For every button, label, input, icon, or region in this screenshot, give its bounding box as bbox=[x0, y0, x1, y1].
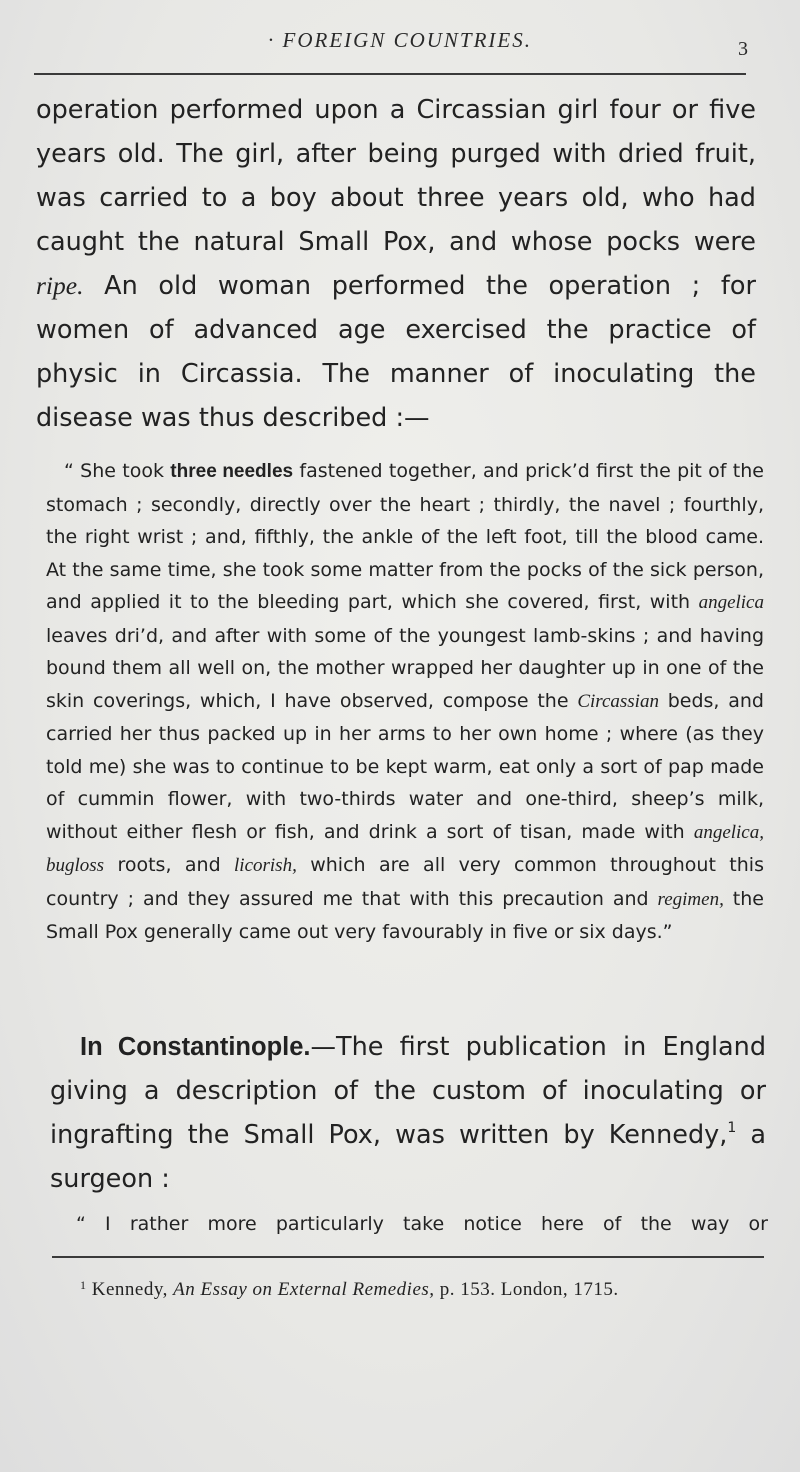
italic-regimen: regimen, bbox=[657, 888, 724, 910]
footnote-reference: 1 bbox=[727, 1120, 737, 1136]
section-title: In Constantinople. bbox=[80, 1033, 311, 1061]
quote-text: leaves dri’d, and after with some of the youngest lamb-skins ; and having bound them all well on, the mother wrapped her daughter up in one of the skin coverings, which, I have observed, compose the bbox=[46, 624, 764, 712]
quote-text: which are all very common throughout this country ; and they assured me that with this precaution and bbox=[46, 854, 764, 910]
section-constantinople bbox=[50, 1025, 766, 1201]
italic-ripe: ripe. bbox=[36, 271, 84, 300]
italic-licorish: licorish, bbox=[234, 855, 297, 876]
block-quote-circassian bbox=[46, 455, 764, 949]
header-rule bbox=[34, 73, 746, 75]
quote-text: “ She took bbox=[64, 460, 171, 482]
block-quote-kennedy: “ I rather more particularly take notice here of the way or bbox=[76, 1213, 768, 1235]
running-head-title: · FOREIGN COUNTRIES. bbox=[268, 28, 532, 52]
quote-text: fastened together, and prick’d first the pit of the stomach ; secondly, directly over the heart ; thirdly, the navel ; fourthly, the right wrist ; and, fifthly, the ankle of the left foot, till the blood came. At the same time, she took some matter from the pocks of the sick person, and applied it to the bleeding part, which she covered, first, with bbox=[46, 460, 764, 613]
paragraph-text: operation performed upon a Circassian girl four or five years old. The girl, after being purged with dried fruit, was carried to a boy about three years old, who had caught the natural Small Pox, and whose pocks were bbox=[36, 95, 756, 257]
page-number: 3 bbox=[738, 38, 748, 60]
footnote bbox=[80, 1275, 770, 1305]
section-text: —The first publication in England giving a description of the custom of inoculating or ingrafting the Small Pox, was written by Kennedy, bbox=[50, 1032, 767, 1150]
section-text: a surgeon : bbox=[50, 1120, 767, 1194]
quote-text: the Small Pox generally came out very favourably in five or six days.” bbox=[46, 887, 764, 943]
quote-text: beds, and carried her thus packed up in her arms to her own home ; where (as they told me) she was to continue to be kept warm, eat only a sort of pap made of cummin flower, with two-thirds water and one-third, sheep’s milk, without either flesh or fish, and drink a sort of tisan, made with bbox=[46, 689, 764, 843]
bold-three-needles: three needles bbox=[170, 461, 294, 482]
footnote-text: p. 153. London, 1715. bbox=[434, 1279, 619, 1300]
italic-circassian: Circassian bbox=[577, 690, 659, 712]
quote-text: roots, and bbox=[104, 854, 235, 876]
footnote-book-title: An Essay on External Remedies, bbox=[173, 1279, 435, 1300]
italic-angelica: angelica bbox=[698, 592, 764, 613]
paragraph-circassian-operation bbox=[36, 88, 756, 440]
footnote-rule bbox=[52, 1256, 764, 1258]
italic-angelica-bugloss: angelica, bugloss bbox=[46, 821, 764, 876]
footnote-marker: 1 bbox=[80, 1278, 87, 1292]
footnote-text: Kennedy, bbox=[86, 1279, 174, 1300]
paragraph-text: An old woman performed the operation ; for women of advanced age exercised the practice of physic in Circassia. The manner of inoculating the disease was thus described :— bbox=[36, 271, 756, 433]
